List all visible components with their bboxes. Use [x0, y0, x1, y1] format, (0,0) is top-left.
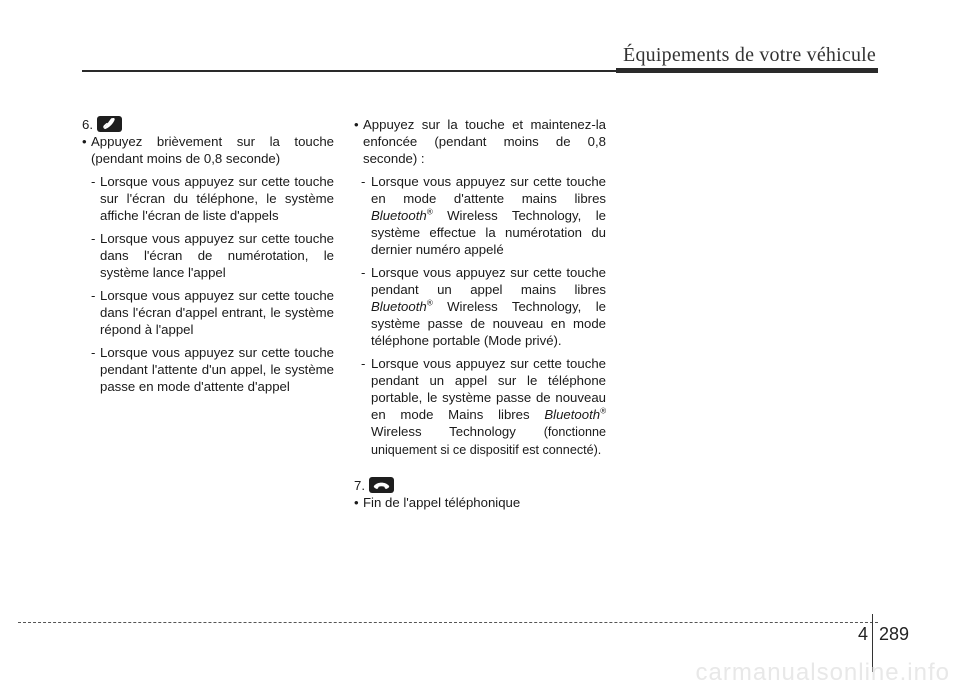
chapter-number: 4 [858, 624, 869, 644]
phone-hangup-icon [369, 477, 394, 493]
sub-list [354, 173, 606, 459]
step-number: 6. [82, 116, 93, 132]
sub-list [82, 173, 334, 395]
bluetooth-wordmark: Bluetooth® [544, 406, 606, 422]
list-item: - Lorsque vous appuyez sur cette touche pendant l'attente d'un appel, le système passe en mode d'attente d'appel [91, 345, 334, 394]
list-item: - Lorsque vous appuyez sur cette touche en mode d'attente mains libres Bluetooth® Wireless Technology, le système effectue la numérotation du dernier numéro appelé [361, 174, 606, 257]
bluetooth-wordmark: Bluetooth® [371, 207, 433, 223]
list-item: - Lorsque vous appuyez sur cette touche pendant un appel sur le téléphone portable, le système passe de nouveau en mode Mains libres Bluetooth® Wireless Technology (fonctionne uniquement si ce dispositif est connecté). [361, 356, 606, 457]
watermark: carmanualsonline.info [695, 659, 950, 686]
connection-note: (fonctionne uniquement si ce dispositif est connecté). [371, 425, 606, 457]
step-7 [354, 477, 606, 493]
bullet-long-press: • Appuyez sur la touche et maintenez-la enfoncée (pendant moins de 0,8 seconde) : [354, 117, 606, 166]
right-column [354, 116, 606, 511]
chapter-title: Équipements de votre véhicule [623, 44, 876, 66]
phone-call-icon [97, 116, 122, 132]
bluetooth-wordmark: Bluetooth® [371, 298, 433, 314]
list-item: - Lorsque vous appuyez sur cette touche sur l'écran du téléphone, le système affiche l'écran de liste d'appels [91, 174, 334, 223]
list-item: - Lorsque vous appuyez sur cette touche pendant un appel mains libres Bluetooth® Wireless Technology, le système passe de nouveau en mode téléphone portable (Mode privé). [361, 265, 606, 348]
list-item: - Lorsque vous appuyez sur cette touche dans l'écran d'appel entrant, le système répond à l'appel [91, 288, 334, 337]
footer-rule [18, 622, 878, 623]
list-item: - Lorsque vous appuyez sur cette touche dans l'écran de numérotation, le système lance l'appel [91, 231, 334, 280]
header-rule-accent [616, 68, 878, 73]
bullet-end-call: • Fin de l'appel téléphonique [354, 495, 521, 510]
page-number: 289 [879, 624, 910, 644]
step-number: 7. [354, 477, 365, 493]
left-column [82, 116, 334, 401]
bullet-short-press: • Appuyez brièvement sur la touche (pendant moins de 0,8 seconde) [82, 134, 334, 166]
step-6 [82, 116, 334, 132]
